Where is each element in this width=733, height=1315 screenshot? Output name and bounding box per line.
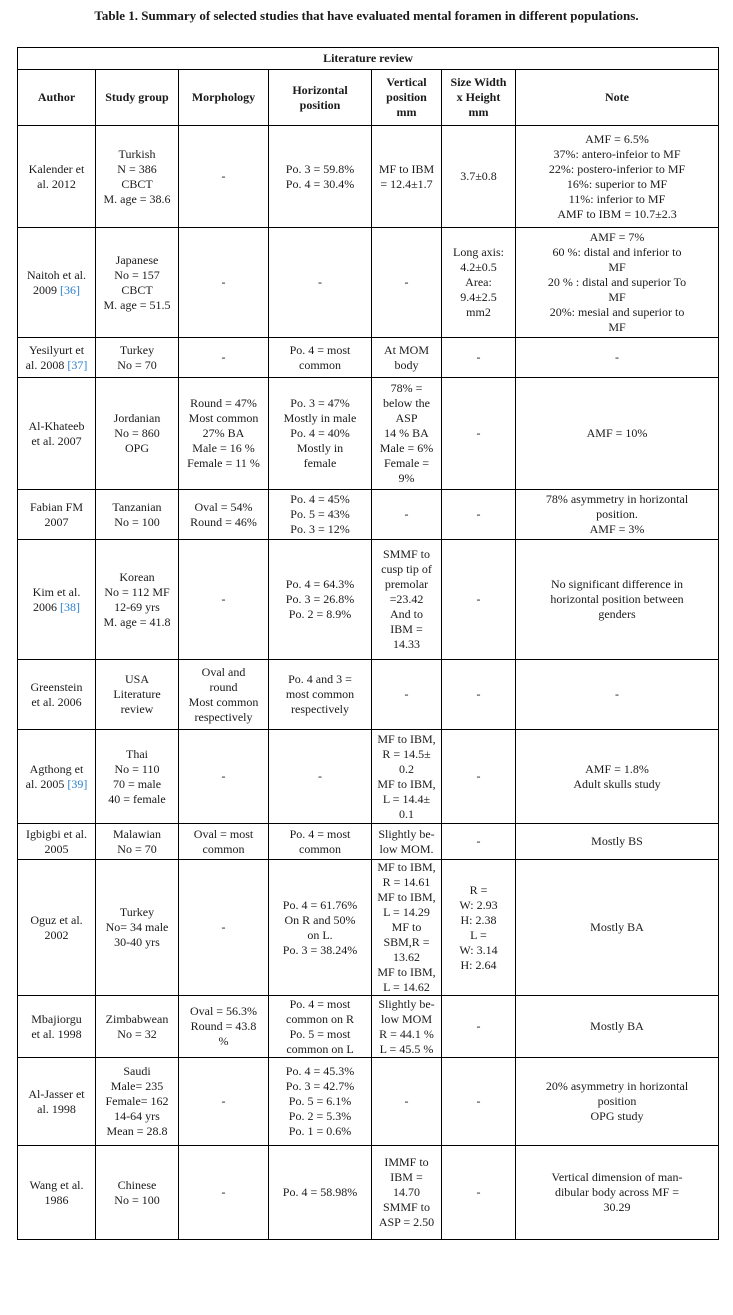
morphology-cell: - <box>179 338 269 378</box>
column-header: Note <box>516 70 719 126</box>
horizontal-position-cell: Po. 4 = most common <box>269 824 372 860</box>
note-cell: Mostly BA <box>516 996 719 1058</box>
reference-link[interactable]: [38] <box>60 599 80 614</box>
study-group-cell: Turkey No= 34 male 30-40 yrs <box>96 860 179 996</box>
author-cell <box>18 126 96 228</box>
morphology-cell: Oval = most common <box>179 824 269 860</box>
vertical-position-cell: SMMF to cusp tip of premolar =23.42 And to IBM = 14.33 <box>372 540 442 660</box>
author-name: Wang et al. 1986 <box>29 1177 84 1207</box>
author-cell <box>18 490 96 540</box>
study-group-cell: Zimbabwean No = 32 <box>96 996 179 1058</box>
note-cell: AMF = 1.8% Adult skulls study <box>516 730 719 824</box>
column-header: Morphology <box>179 70 269 126</box>
size-cell: - <box>442 824 516 860</box>
horizontal-position-cell: - <box>269 228 372 338</box>
note-cell: 78% asymmetry in horizontal position. AMF = 3% <box>516 490 719 540</box>
size-cell: - <box>442 338 516 378</box>
vertical-position-cell: - <box>372 660 442 730</box>
horizontal-position-cell: Po. 4 = 58.98% <box>269 1146 372 1240</box>
morphology-cell: - <box>179 126 269 228</box>
note-cell: No significant difference in horizontal position between genders <box>516 540 719 660</box>
table-row <box>18 660 719 730</box>
note-cell: - <box>516 660 719 730</box>
super-header: Literature review <box>18 48 719 70</box>
morphology-cell: - <box>179 228 269 338</box>
vertical-position-cell: MF to IBM, R = 14.61 MF to IBM, L = 14.29 MF to SBM,R = 13.62 MF to IBM, L = 14.62 <box>372 860 442 996</box>
author-cell <box>18 660 96 730</box>
size-cell: - <box>442 996 516 1058</box>
horizontal-position-cell: Po. 4 = most common on R Po. 5 = most common on L <box>269 996 372 1058</box>
size-cell: - <box>442 1058 516 1146</box>
author-name: Kalender et al. 2012 <box>28 161 85 191</box>
table-row <box>18 338 719 378</box>
vertical-position-cell: - <box>372 490 442 540</box>
table-caption: Table 1. Summary of selected studies that have evaluated mental foramen in different populations. <box>94 8 639 23</box>
morphology-cell: Round = 47% Most common 27% BA Male = 16 % Female = 11 % <box>179 378 269 490</box>
author-cell <box>18 824 96 860</box>
author-cell <box>18 730 96 824</box>
author-name: Naitoh et al. 2009 <box>27 267 86 297</box>
horizontal-position-cell: Po. 3 = 47% Mostly in male Po. 4 = 40% Mostly in female <box>269 378 372 490</box>
column-header: Vertical position mm <box>372 70 442 126</box>
horizontal-position-cell: - <box>269 730 372 824</box>
table-row <box>18 1146 719 1240</box>
author-name: Fabian FM 2007 <box>29 499 83 529</box>
author-cell <box>18 378 96 490</box>
author-name: Mbajiorgu et al. 1998 <box>31 1011 82 1041</box>
horizontal-position-cell: Po. 4 = most common <box>269 338 372 378</box>
size-cell: - <box>442 490 516 540</box>
table-row <box>18 490 719 540</box>
vertical-position-cell: At MOM body <box>372 338 442 378</box>
study-group-cell: Japanese No = 157 CBCT M. age = 51.5 <box>96 228 179 338</box>
size-cell: - <box>442 540 516 660</box>
author-name: Oguz et al. 2002 <box>30 912 83 942</box>
note-cell: Mostly BA <box>516 860 719 996</box>
author-name: Al-Khateeb et al. 2007 <box>28 418 85 448</box>
morphology-cell: - <box>179 540 269 660</box>
size-cell: - <box>442 378 516 490</box>
study-group-cell: Tanzanian No = 100 <box>96 490 179 540</box>
note-cell: 20% asymmetry in horizontal position OPG study <box>516 1058 719 1146</box>
author-name: Yesilyurt et al. 2008 <box>25 342 85 372</box>
note-cell: AMF = 10% <box>516 378 719 490</box>
table-row <box>18 126 719 228</box>
note-cell: AMF = 6.5% 37%: antero-infeior to MF 22%: postero-inferior to MF 16%: superior to MF 11%: inferior to MF AMF to IBM = 10.7±2.3 <box>516 126 719 228</box>
author-cell <box>18 1058 96 1146</box>
vertical-position-cell: IMMF to IBM = 14.70 SMMF to ASP = 2.50 <box>372 1146 442 1240</box>
size-cell: - <box>442 730 516 824</box>
morphology-cell: - <box>179 1146 269 1240</box>
horizontal-position-cell: Po. 4 = 61.76% On R and 50% on L. Po. 3 = 38.24% <box>269 860 372 996</box>
table-row <box>18 378 719 490</box>
size-cell: - <box>442 660 516 730</box>
author-cell <box>18 228 96 338</box>
table-row <box>18 228 719 338</box>
author-name: Agthong et al. 2005 <box>25 761 84 791</box>
horizontal-position-cell: Po. 3 = 59.8% Po. 4 = 30.4% <box>269 126 372 228</box>
vertical-position-cell: MF to IBM = 12.4±1.7 <box>372 126 442 228</box>
morphology-cell: Oval and round Most common respectively <box>179 660 269 730</box>
horizontal-position-cell: Po. 4 = 45% Po. 5 = 43% Po. 3 = 12% <box>269 490 372 540</box>
note-cell: Vertical dimension of man- dibular body across MF = 30.29 <box>516 1146 719 1240</box>
morphology-cell: - <box>179 1058 269 1146</box>
morphology-cell: - <box>179 730 269 824</box>
reference-link[interactable]: [36] <box>60 282 80 297</box>
size-cell: - <box>442 1146 516 1240</box>
vertical-position-cell: Slightly be- low MOM. <box>372 824 442 860</box>
author-name: Al-Jasser et al. 1998 <box>28 1086 85 1116</box>
table-row <box>18 996 719 1058</box>
table-row <box>18 730 719 824</box>
author-cell <box>18 860 96 996</box>
morphology-cell: Oval = 56.3% Round = 43.8 % <box>179 996 269 1058</box>
study-group-cell: Turkish N = 386 CBCT M. age = 38.6 <box>96 126 179 228</box>
study-group-cell: Thai No = 110 70 = male 40 = female <box>96 730 179 824</box>
author-cell <box>18 540 96 660</box>
author-cell <box>18 1146 96 1240</box>
reference-link[interactable]: [39] <box>67 776 88 791</box>
column-header: Horizontal position <box>269 70 372 126</box>
size-cell: Long axis: 4.2±0.5 Area: 9.4±2.5 mm2 <box>442 228 516 338</box>
morphology-cell: Oval = 54% Round = 46% <box>179 490 269 540</box>
author-name: Greenstein et al. 2006 <box>30 679 83 709</box>
reference-link[interactable]: [37] <box>67 357 88 372</box>
column-header: Study group <box>96 70 179 126</box>
study-group-cell: USA Literature review <box>96 660 179 730</box>
author-name: Igbigbi et al. 2005 <box>26 826 87 856</box>
study-group-cell: Malawian No = 70 <box>96 824 179 860</box>
horizontal-position-cell: Po. 4 = 45.3% Po. 3 = 42.7% Po. 5 = 6.1% Po. 2 = 5.3% Po. 1 = 0.6% <box>269 1058 372 1146</box>
note-cell: AMF = 7% 60 %: distal and inferior to MF 20 % : distal and superior To MF 20%: mesial and superior to MF <box>516 228 719 338</box>
table-row <box>18 1058 719 1146</box>
literature-review-table <box>17 47 719 1240</box>
vertical-position-cell: MF to IBM, R = 14.5± 0.2 MF to IBM, L = 14.4± 0.1 <box>372 730 442 824</box>
vertical-position-cell: Slightly be- low MOM R = 44.1 % L = 45.5 % <box>372 996 442 1058</box>
note-cell: Mostly BS <box>516 824 719 860</box>
horizontal-position-cell: Po. 4 = 64.3% Po. 3 = 26.8% Po. 2 = 8.9% <box>269 540 372 660</box>
study-group-cell: Turkey No = 70 <box>96 338 179 378</box>
vertical-position-cell: - <box>372 1058 442 1146</box>
vertical-position-cell: - <box>372 228 442 338</box>
size-cell: 3.7±0.8 <box>442 126 516 228</box>
column-header: Author <box>18 70 96 126</box>
vertical-position-cell: 78% = below the ASP 14 % BA Male = 6% Female = 9% <box>372 378 442 490</box>
horizontal-position-cell: Po. 4 and 3 = most common respectively <box>269 660 372 730</box>
author-cell <box>18 338 96 378</box>
author-cell <box>18 996 96 1058</box>
table-row <box>18 540 719 660</box>
column-header: Size Width x Height mm <box>442 70 516 126</box>
study-group-cell: Chinese No = 100 <box>96 1146 179 1240</box>
table-row <box>18 860 719 996</box>
study-group-cell: Korean No = 112 MF 12-69 yrs M. age = 41.8 <box>96 540 179 660</box>
morphology-cell: - <box>179 860 269 996</box>
size-cell: R = W: 2.93 H: 2.38 L = W: 3.14 H: 2.64 <box>442 860 516 996</box>
table-row <box>18 824 719 860</box>
note-cell: - <box>516 338 719 378</box>
study-group-cell: Jordanian No = 860 OPG <box>96 378 179 490</box>
study-group-cell: Saudi Male= 235 Female= 162 14-64 yrs Mean = 28.8 <box>96 1058 179 1146</box>
author-name: Kim et al. 2006 <box>32 584 81 614</box>
